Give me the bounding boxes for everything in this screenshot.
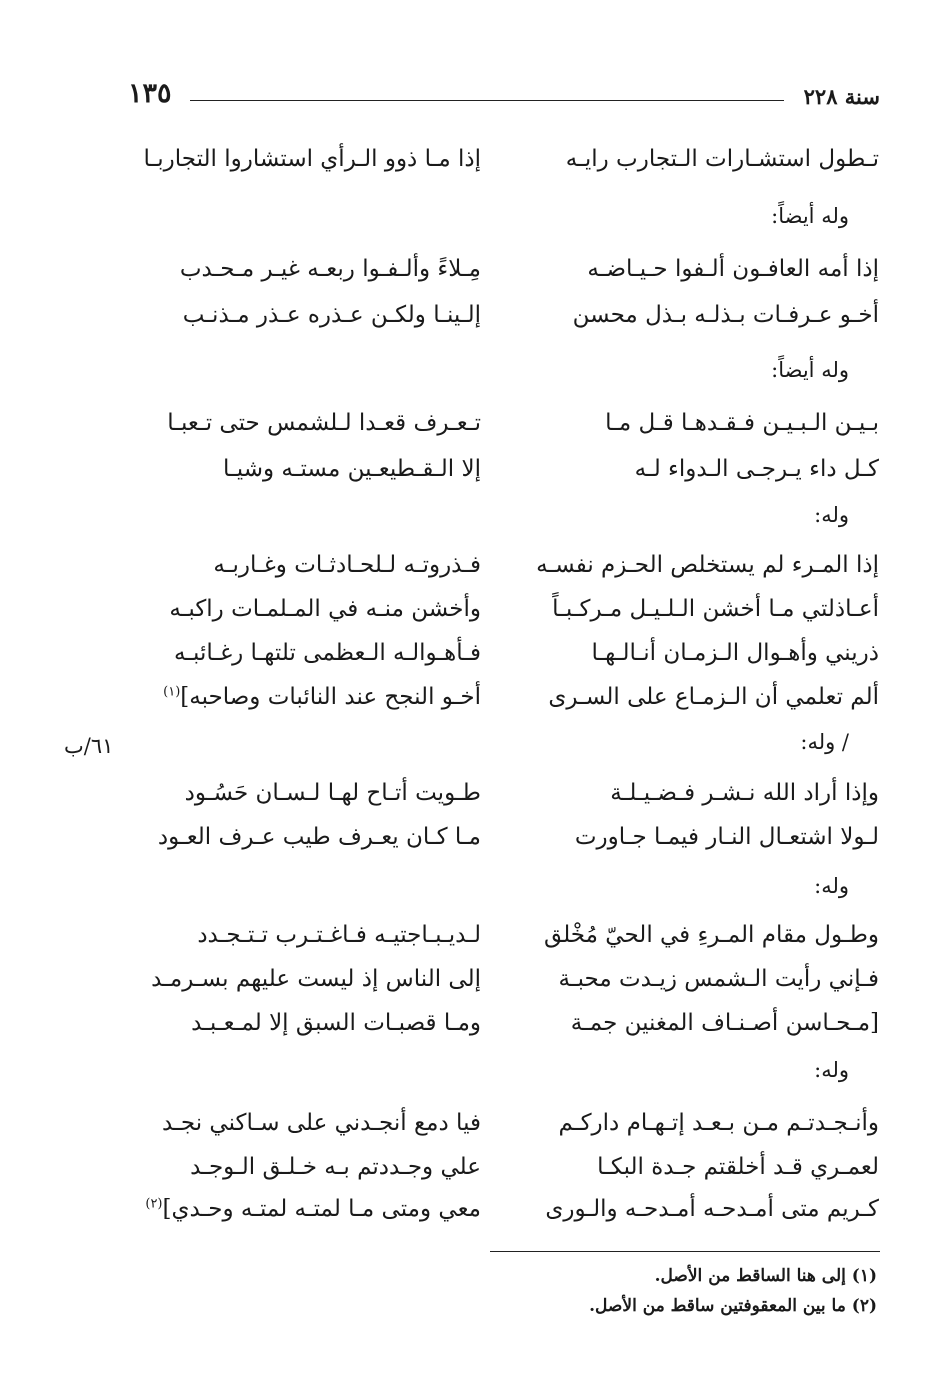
verse-hemistich-1: لعمـري قـد أخلقتم جـدة البكـا	[597, 1154, 879, 1180]
poem-intro: وله:	[814, 874, 849, 898]
footnote: (٢) ما بين المعقوفتين ساقط من الأصل.	[589, 1296, 877, 1316]
verse-hemistich-2: إذا مـا ذوو الـرأي استشاروا التجاربـا	[143, 146, 481, 172]
verse-hemistich-2: إلـينـا ولكـن عـذره عـذر مـذنـب	[182, 302, 481, 328]
footnote-ref: (٢)	[145, 1196, 163, 1212]
verse-hemistich-1: وطـول مقام المـرءِ في الحيّ مُخْلق	[544, 922, 879, 948]
verse-hemistich-2: مِـلاءً وألـفـوا ربعـه غيـر مـحـدب	[179, 256, 481, 282]
verse-hemistich-2: ومـا قصبـات السبق إلا لمـعـبـد	[191, 1010, 481, 1036]
poem-intro: وله:	[814, 1058, 849, 1082]
verse-hemistich-1: كـل داء يـرجـى الـدواء لـه	[634, 456, 879, 482]
verse-hemistich-2: إلا الـقـطيعـين مستـه وشيـا	[223, 456, 481, 482]
verse-hemistich-1: أخـو عـرفـات بـذلـه بـذل محسن	[572, 302, 879, 328]
poem-intro: وله أيضاً:	[771, 204, 849, 228]
verse-hemistich-2: إلى الناس إذ ليست عليهم بسـرمـد	[151, 966, 481, 992]
margin-folio-note: ٦١/ب	[64, 734, 114, 758]
verse-hemistich-1: ذريني وأهـوال الـزمـان أنـالـهـا	[591, 640, 879, 666]
verse-hemistich-2	[145, 1196, 481, 1222]
verse-hemistich-1: إذا المـرء لم يستخلص الحـزم نفسـه	[536, 552, 879, 578]
verse-text: أخـو النجح عند النائبات وصاحبه]	[180, 684, 481, 710]
page-number: ١٣٥	[128, 78, 172, 109]
verse-hemistich-1: كـريم متى أمـدحـه أمـدحـه والـورى	[545, 1196, 879, 1222]
verse-hemistich-1: ألم تعلمي أن الـزمـاع على السـرى	[548, 684, 879, 710]
verse-hemistich-1: تـطول استشـارات الـتجارب رايـه	[565, 146, 879, 172]
header-rule	[190, 100, 784, 101]
verse-hemistich-2: مـا كـان يعـرف طيب عـرف العـود	[157, 824, 481, 850]
verse-hemistich-2: طـويت أتـاح لهـا لـسـان حَسُـود	[184, 780, 481, 806]
verse-hemistich-2: علي وجـددتم بـه خـلـق الـوجـد	[190, 1154, 481, 1180]
verse-hemistich-1: إذا أمه العافـون ألـفوا حـيـاضـه	[587, 256, 879, 282]
poem-intro: وله:	[814, 503, 849, 527]
verse-hemistich-1: فـإني رأيت الـشمس زيـدت محبـة	[558, 966, 879, 992]
verse-hemistich-1: [مـحـاسن أصـنـاف المغنين جمـة	[570, 1010, 879, 1036]
footnote-rule	[490, 1251, 880, 1252]
poem-intro: / وله:	[800, 730, 849, 754]
poem-intro: وله أيضاً:	[771, 358, 849, 382]
verse-hemistich-2: تـعـرف قعـدا لـلشمس حتى تـعبـا	[167, 410, 481, 436]
verse-hemistich-1: وإذا أراد الله نـشـر فـضـيـلـة	[610, 780, 879, 806]
footnote: (١) إلى هنا الساقط من الأصل.	[654, 1266, 877, 1286]
verse-hemistich-2: فـأهـوالـه الـعظمى تلتهـا رغـائبـه	[173, 640, 481, 666]
verse-hemistich-1: لـولا اشتعـال النـار فيمـا جـاورت	[574, 824, 879, 850]
verse-hemistich-2: لـديـبـاجتيـه فـاغـتـرب تـتـجـدد	[197, 922, 481, 948]
verse-hemistich-2: فـذروتـه لـلحـادثـات وغـاربـه	[213, 552, 481, 578]
verse-hemistich-1: أعـاذلتي مـا أخشن الـلـيـل مـركـبـاً	[552, 596, 879, 622]
verse-text: معي ومتى مـا لمتـه لمتـه وحـدي]	[162, 1196, 481, 1222]
footnote-ref: (١)	[163, 684, 181, 700]
verse-hemistich-1: بـيـن الـبـيـن فـقـدهـا قـل مـا	[605, 410, 879, 436]
verse-hemistich-2: وأخشن منـه في المـلمـات راكبـه	[169, 596, 481, 622]
verse-hemistich-2: فيا دمع أنجـدني على سـاكني نجـد	[162, 1110, 481, 1136]
header-year: سنة ٢٢٨	[803, 84, 880, 109]
verse-hemistich-2	[163, 684, 481, 710]
verse-hemistich-1: وأنـجـدتـم مـن بـعـد إتـهـام داركـم	[558, 1110, 879, 1136]
page-header	[128, 78, 880, 114]
